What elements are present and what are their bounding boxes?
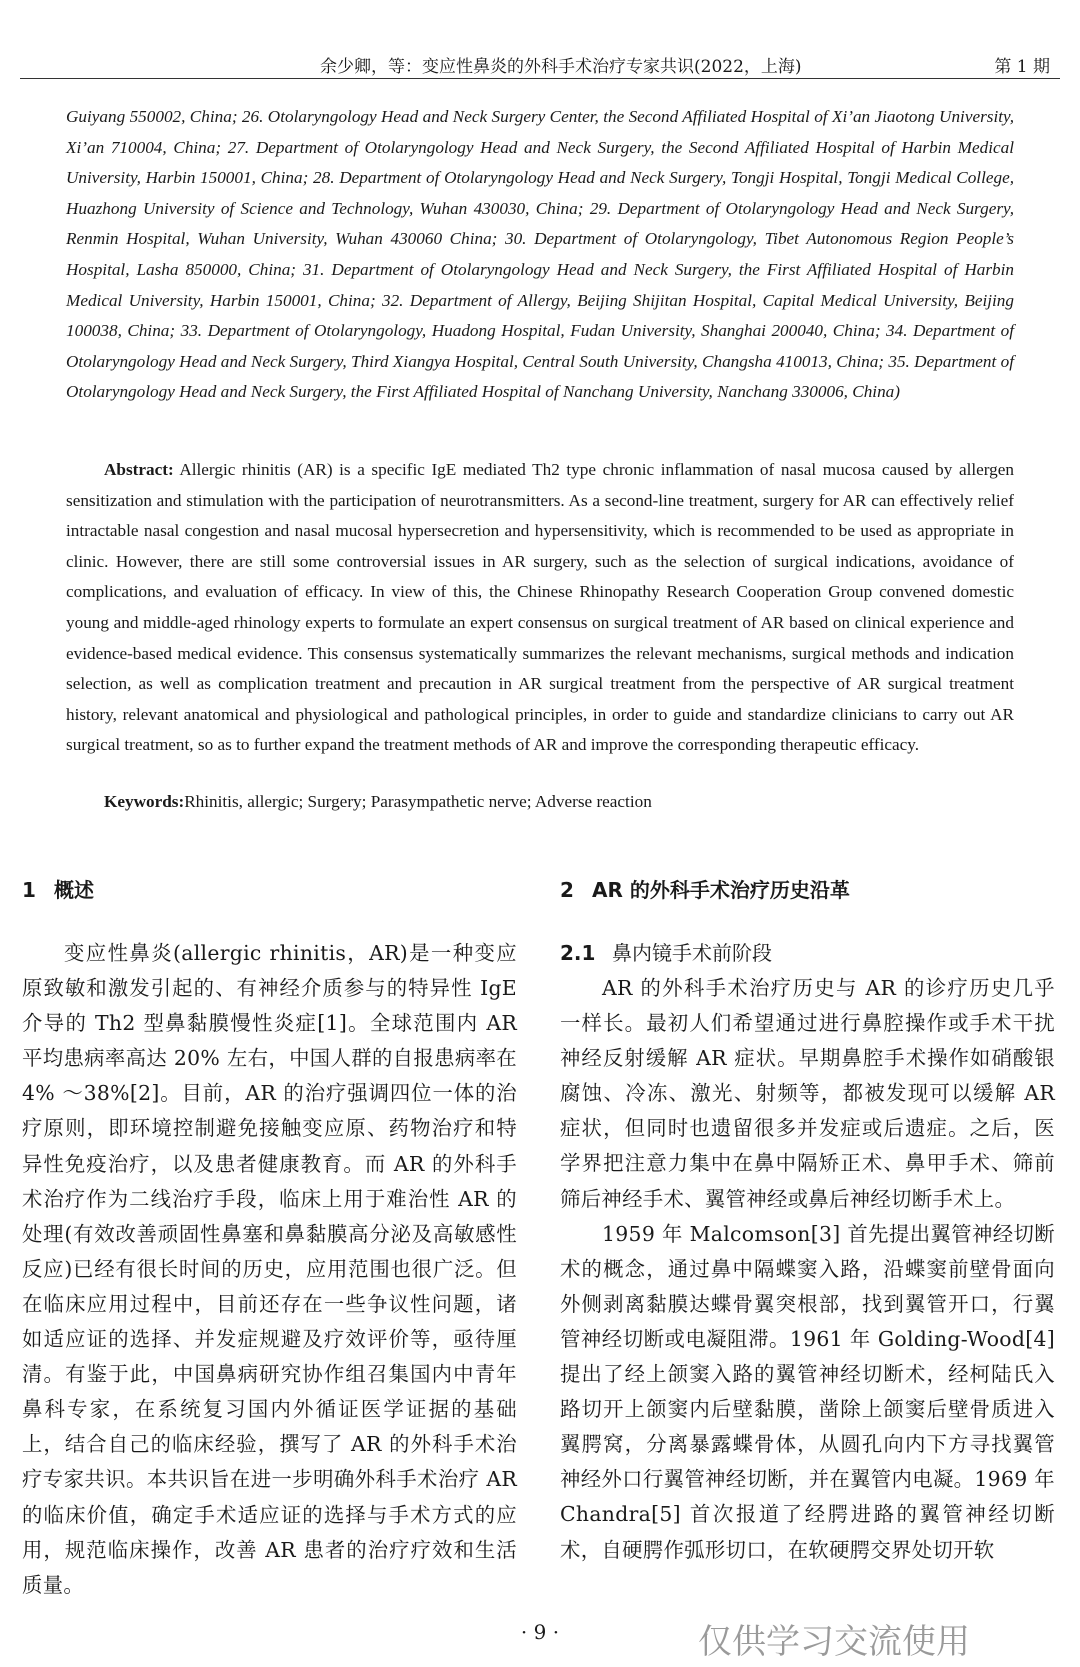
section-title: AR 的外科手术治疗历史沿革 — [592, 878, 850, 902]
subsection-2-1-heading — [560, 936, 1055, 971]
abstract-label: Abstract: — [104, 460, 174, 479]
abstract-text: Allergic rhinitis (AR) is a specific IgE mediated Th2 type chronic inflammation of nasal mucosa caused by allergen sensitization and stimulation with the participation of neurotransmitters. As a second-line treatment, surgery for AR can effectively relief intractable nasal congestion and nasal mucosal hypersecretion and hypersensitivity, which is recommended to be used as appropriate in clinic. However, there are still some controversial issues in AR surgery, such as the selection of surgical indications, avoidance of complications, and evaluation of efficacy. In view of this, the Chinese Rhinopathy Research Cooperation Group convened domestic young and middle-aged rhinology experts to formulate an expert consensus on surgical treatment of AR based on clinical experience and evidence-based medical evidence. This consensus systematically summarizes the relevant mechanisms, surgical methods and indication selection, as well as complication treatment and precaution in AR surgical treatment from the perspective of AR surgical treatment history, relevant anatomical and physiological and pathological principles, in order to guide and standardize clinicians to carry out AR surgical treatment, so as to further expand the treatment methods of AR and improve the corresponding therapeutic efficacy. — [66, 460, 1014, 755]
keywords-label: Keywords: — [104, 792, 185, 811]
subsection-title: 鼻内镜手术前阶段 — [612, 941, 772, 965]
running-header — [20, 52, 1060, 79]
section-2-heading — [560, 876, 1055, 904]
section-2-paragraph-1: AR 的外科手术治疗历史与 AR 的诊疗历史几乎一样长。最初人们希望通过进行鼻腔操作或手术干扰神经反射缓解 AR 症状。早期鼻腔手术操作如硝酸银腐蚀、冷冻、激光、射频等，都被发现可以缓解 AR 症状，但同时也遗留很多并发症或后遗症。之后，医学界把注意力集中在鼻中隔矫正术、鼻甲手术、筛前筛后神经手术、翼管神经或鼻后神经切断手术上。 — [560, 976, 1055, 1211]
right-column — [560, 876, 1055, 1568]
section-1-paragraph: 变应性鼻炎(allergic rhinitis，AR)是一种变应原致敏和激发引起的、有神经介质参与的特异性 IgE 介导的 Th2 型鼻黏膜慢性炎症[1]。全球范围内 AR 平均患病率高达 20% 左右，中国人群的自报患病率在 4% ～38%[2]。目前，AR 的治疗强调四位一体的治疗原则，即环境控制避免接触变应原、药物治疗和特异性免疫治疗，以及患者健康教育。而 AR 的外科手术治疗作为二线治疗手段，临床上用于难治性 AR 的处理(有效改善顽固性鼻塞和鼻黏膜高分泌及高敏感性反应)已经有很长时间的历史，应用范围也很广泛。但在临床应用过程中，目前还存在一些争议性问题，诸如适应证的选择、并发症规避及疗效评价等，亟待厘清。有鉴于此，中国鼻病研究协作组召集国内中青年鼻科专家，在系统复习国内外循证医学证据的基础上，结合自己的临床经验，撰写了 AR 的外科手术治疗专家共识。本共识旨在进一步明确外科手术治疗 AR 的临床价值，确定手术适应证的选择与手术方式的应用，规范临床操作，改善 AR 患者的治疗疗效和生活质量。 — [22, 941, 517, 1597]
section-1-heading — [22, 876, 517, 904]
watermark: 仅供学习交流使用 — [698, 1622, 970, 1662]
author-affiliations: Guiyang 550002, China; 26. Otolaryngology Head and Neck Surgery Center, the Second Affiliated Hospital of Xi’an Jiaotong University, Xi’an 710004, China; 27. Department of Otolaryngology Head and Neck Surgery, the Second Affiliated Hospital of Harbin Medical University, Harbin 150001, China; 28. Department of Otolaryngology Head and Neck Surgery, Tongji Hospital, Tongji Medical College, Huazhong University of Science and Technology, Wuhan 430030, China; 29. Department of Otolaryngology Head and Neck Surgery, Renmin Hospital, Wuhan University, Wuhan 430060 China; 30. Department of Otolaryngology, Tibet Autonomous Region People’s Hospital, Lasha 850000, China; 31. Department of Otolaryngology Head and Neck Surgery, the First Affiliated Hospital of Harbin Medical University, Harbin 150001, China; 32. Department of Allergy, Beijing Shijitan Hospital, Capital Medical University, Beijing 100038, China; 33. Department of Otolaryngology, Huadong Hospital, Fudan University, Shanghai 200040, China; 34. Department of Otolaryngology Head and Neck Surgery, Third Xiangya Hospital, Central South University, Changsha 410013, China; 35. Department of Otolaryngology Head and Neck Surgery, the First Affiliated Hospital of Nanchang University, Nanchang 330006, China) — [66, 107, 1014, 402]
keywords — [104, 792, 652, 812]
running-title: 余少卿，等：变应性鼻炎的外科手术治疗专家共识(2022，上海) — [320, 57, 802, 77]
section-title: 概述 — [54, 878, 94, 902]
page-number: · 9 · — [520, 1620, 560, 1644]
section-2-paragraph-2: 1959 年 Malcomson[3] 首先提出翼管神经切断术的概念，通过鼻中隔蝶窦入路，沿蝶窦前壁骨面向外侧剥离黏膜达蝶骨翼突根部，找到翼管开口，行翼管神经切断或电凝阻滞。1961 年 Golding-Wood[4] 提出了经上颌窦入路的翼管神经切断术，经柯陆氏入路切开上颌窦内后壁黏膜，凿除上颌窦后壁骨质进入翼腭窝，分离暴露蝶骨体，从圆孔向内下方寻找翼管神经外口行翼管神经切断，并在翼管内电凝。1969 年 Chandra[5] 首次报道了经腭进路的翼管神经切断术，自硬腭作弧形切口，在软硬腭交界处切开软 — [560, 1221, 1055, 1562]
section-number: 1 — [22, 878, 36, 902]
section-number: 2 — [560, 878, 574, 902]
abstract — [66, 455, 1014, 761]
issue-number: 第 1 期 — [994, 57, 1050, 77]
subsection-number: 2.1 — [560, 941, 596, 965]
left-column — [22, 876, 517, 1603]
keywords-text: Rhinitis, allergic; Surgery; Parasympathetic nerve; Adverse reaction — [184, 792, 652, 811]
